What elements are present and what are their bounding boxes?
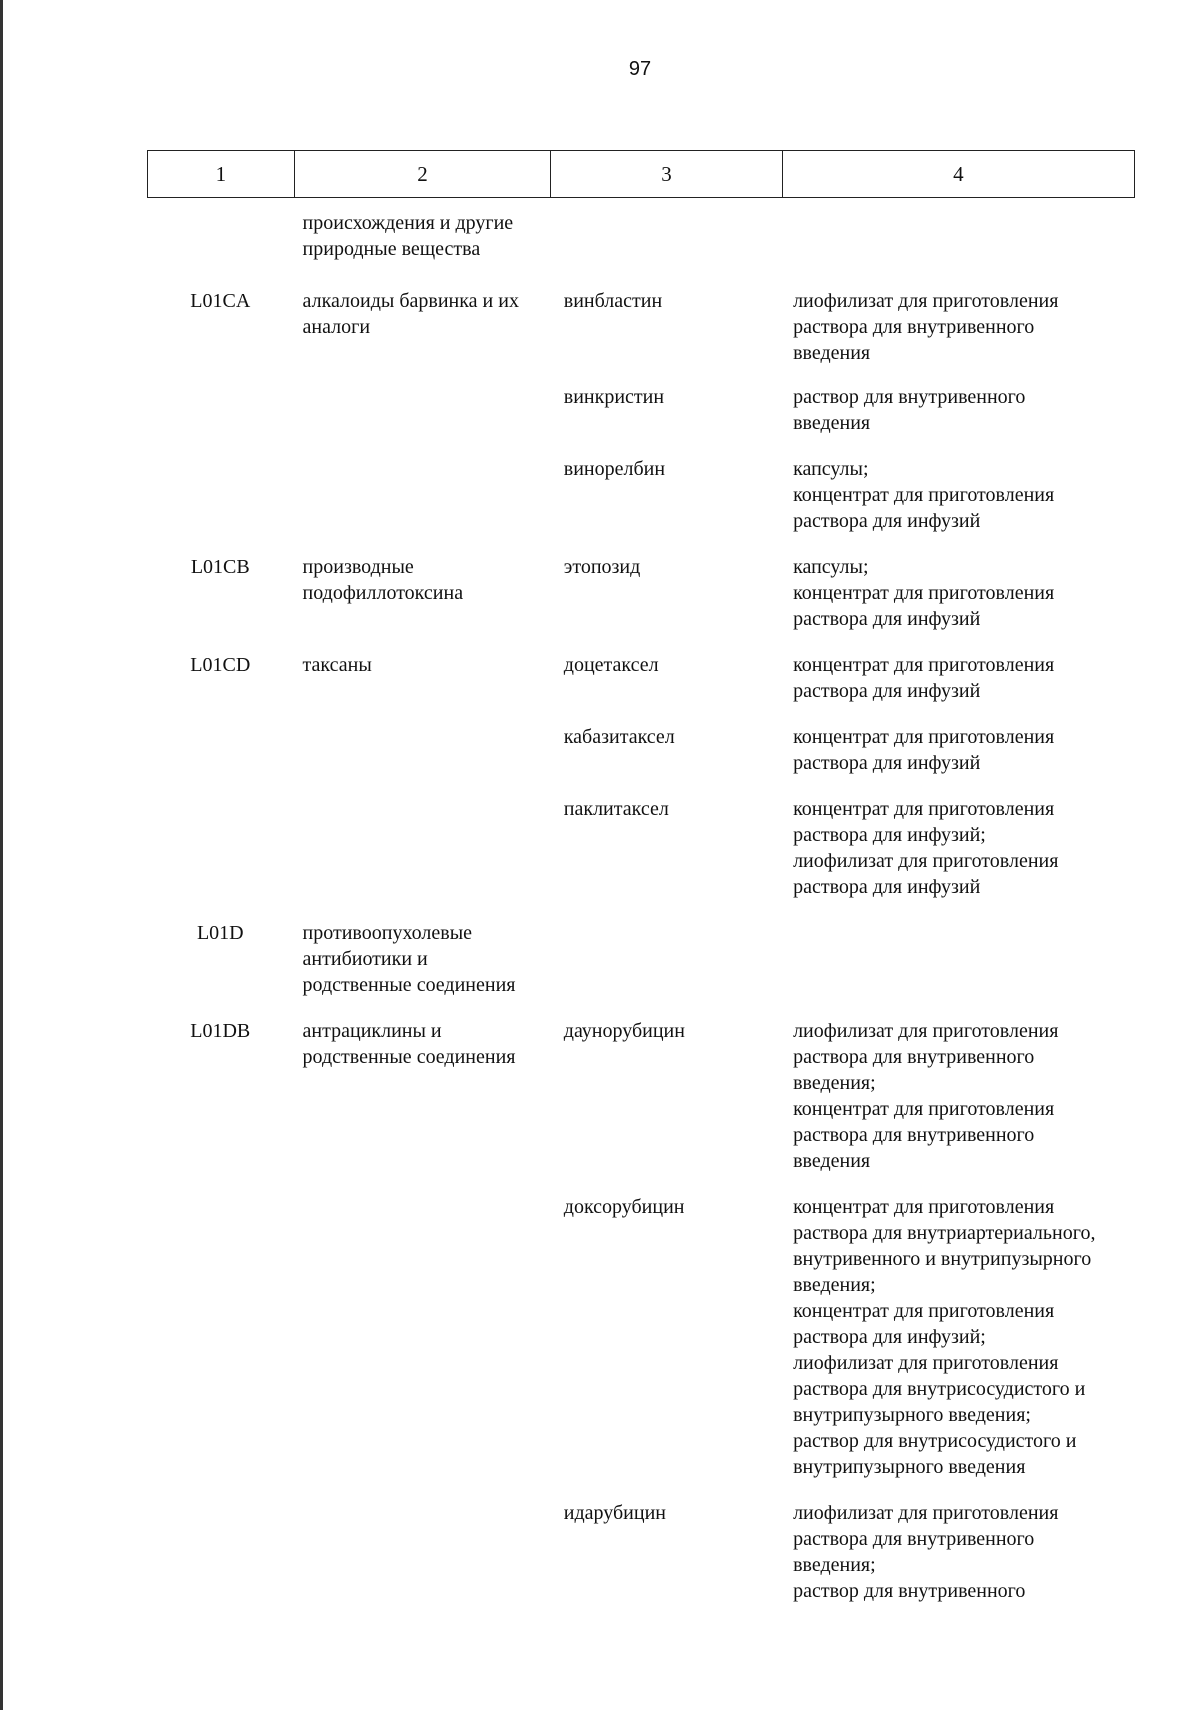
dosage-form: концентрат для приготовления раствора для инфузий — [793, 654, 1055, 702]
dosage-form — [788, 920, 1147, 998]
header-col-3: 3 — [551, 151, 783, 197]
anatomical-group: алкалоиды барвинка и их аналоги — [302, 290, 519, 338]
table-row — [147, 1194, 1147, 1480]
anatomical-group — [294, 1500, 557, 1604]
atc-code — [147, 210, 294, 262]
header-col-2: 2 — [295, 151, 551, 197]
dosage-form: концентрат для приготовления раствора для внутриартериального, внутривенного и внутрипузырного введения; концентрат для приготовления раствора для инфузий; лиофилизат для приготовления раствора для внутрисосудистого и внутрипузырного введения; раствор для внутрисосудистого и внутрипузырного введения — [793, 1196, 1096, 1478]
anatomical-group: происхождения и другие природные вещества — [302, 212, 514, 260]
anatomical-group: антрациклины и родственные соединения — [302, 1020, 516, 1068]
table-row — [147, 384, 1147, 436]
atc-code — [147, 1194, 294, 1480]
dosage-form: концентрат для приготовления раствора для инфузий; лиофилизат для приготовления раствора для инфузий — [793, 798, 1059, 898]
table-row — [147, 724, 1147, 776]
dosage-form: капсулы; концентрат для приготовления раствора для инфузий — [793, 556, 1055, 630]
dosage-form — [788, 210, 1147, 262]
drug-name: даунорубицин — [563, 1020, 685, 1042]
atc-code: L01CD — [190, 654, 251, 676]
table-row — [147, 920, 1147, 998]
table-row — [147, 796, 1147, 900]
atc-code — [147, 384, 294, 436]
drug-name: доксорубицин — [563, 1196, 685, 1218]
header-col-4: 4 — [953, 161, 964, 186]
header-col-1: 1 — [148, 151, 295, 197]
dosage-form: лиофилизат для приготовления раствора для внутривенного введения; концентрат для приготовления раствора для внутривенного введения — [793, 1020, 1059, 1172]
drug-name: винкристин — [563, 386, 665, 408]
atc-code — [147, 1500, 294, 1604]
table-row — [147, 1500, 1147, 1604]
dosage-form: лиофилизат для приготовления раствора для внутривенного введения; раствор для внутривенного — [793, 1502, 1059, 1602]
table-row — [147, 652, 1147, 704]
dosage-form: лиофилизат для приготовления раствора для внутривенного введения — [793, 290, 1059, 364]
drug-name: паклитаксел — [563, 798, 669, 820]
drug-name: винорелбин — [563, 458, 666, 480]
drug-name: винбластин — [563, 290, 663, 312]
anatomical-group — [294, 796, 557, 900]
atc-code: L01CB — [190, 556, 250, 578]
atc-code — [147, 796, 294, 900]
page-edge-line — [0, 0, 3, 1710]
drug-name: идарубицин — [563, 1502, 666, 1524]
table-row — [147, 456, 1147, 534]
table-row — [147, 210, 1147, 262]
anatomical-group: противоопухолевые антибиотики и родственные соединения — [302, 922, 516, 996]
anatomical-group — [294, 384, 557, 436]
drug-name — [557, 920, 788, 998]
table-row — [147, 288, 1147, 366]
anatomical-group: таксаны — [302, 654, 372, 676]
page-number: 97 — [628, 58, 652, 80]
table-header — [147, 150, 1135, 198]
anatomical-group — [294, 1194, 557, 1480]
table-row — [147, 1018, 1147, 1174]
atc-code — [147, 724, 294, 776]
anatomical-group — [294, 724, 557, 776]
anatomical-group — [294, 456, 557, 534]
dosage-form: раствор для внутривенного введения — [793, 386, 1026, 434]
anatomical-group: производные подофиллотоксина — [302, 556, 464, 604]
atc-code: L01DB — [190, 1020, 251, 1042]
drug-name: кабазитаксел — [563, 726, 675, 748]
atc-code: L01D — [196, 922, 244, 944]
atc-code — [147, 456, 294, 534]
table-body — [147, 210, 1147, 1604]
drug-name: доцетаксел — [563, 654, 659, 676]
drug-name: этопозид — [563, 556, 641, 578]
table-row — [147, 554, 1147, 632]
dosage-form: капсулы; концентрат для приготовления раствора для инфузий — [793, 458, 1055, 532]
dosage-form: концентрат для приготовления раствора для инфузий — [793, 726, 1055, 774]
atc-code: L01CA — [190, 290, 251, 312]
drug-name — [557, 210, 788, 262]
